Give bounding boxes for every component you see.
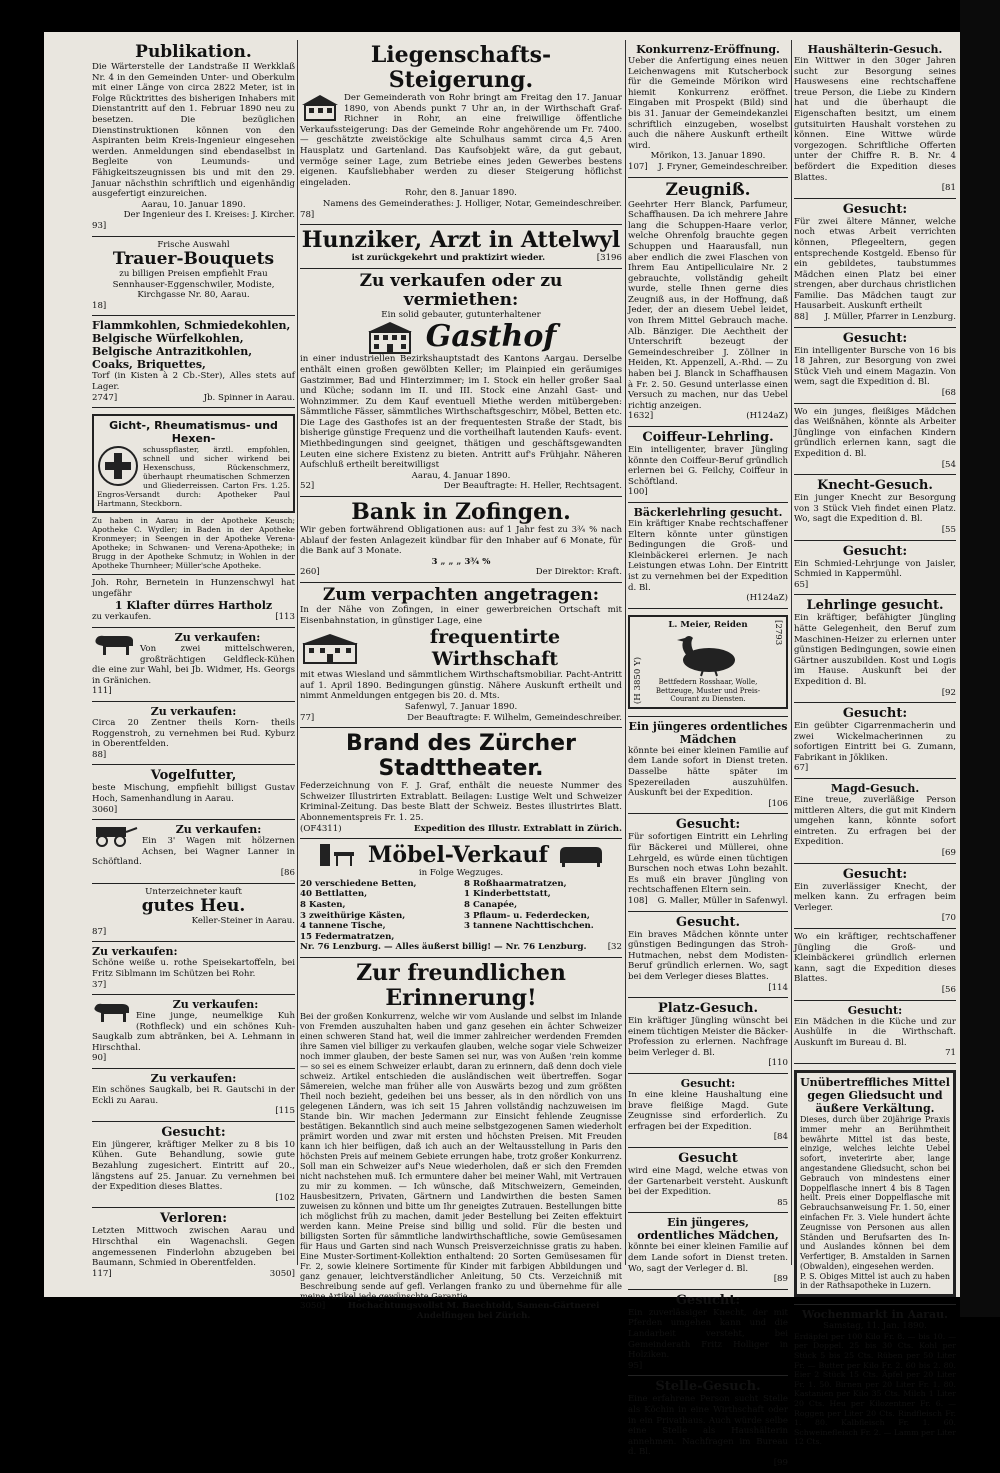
ad-title: Magd-Gesuch. xyxy=(830,782,920,796)
ad-subtitle: Ein solid gebauter, gutunterhaltener xyxy=(381,309,541,320)
ad-title: Gesucht: xyxy=(842,866,908,882)
ad-body: wird eine Magd, welche etwas von der Gartenarbeit versteht. Auskunft bei der Expedition. xyxy=(628,1166,788,1198)
goose-icon xyxy=(673,632,743,676)
ad-body-2: mit etwas Wiesland und sämmtlichem Wirthschaftsmobiliar. Pacht-Antritt auf 1. April 1890. Bedingungen günstig. Nähere Auskunft ertheilt und nimmt Anmeldungen entgegen bis 20. d. Mts. xyxy=(300,670,622,702)
ad-signature: Jb. Spinner in Aarau. xyxy=(203,392,295,403)
ad-body: Ein intelligenter, braver Jüngling könnte den Coiffeur-Beruf gründlich erlernen bei G. Feilchy, Coiffeur in Schöftland. xyxy=(628,445,788,487)
ad-number: 71 xyxy=(945,1048,956,1059)
column-4 xyxy=(794,40,956,1447)
ad-body: Von zwei mittelschweren, großträchtigen Geldfleck-Kühen die eine zur Wahl, bei Jb. Widmer, Hs. Georgs in Gränichen. xyxy=(92,644,295,686)
ad-title: Zeugniß. xyxy=(665,179,751,200)
ad-body: Dieses, durch über 20jährige Praxis immer mehr an Berühmtheit bewährte Mittel ist das beste, einzige, welches leichte Uebel sofort, inveterirte aber, lange angestandene Gliedsucht, schon bei Gebrauch von mindestens einer Doppelflasche innert 4 bis 8 Tagen heilt. Preis einer Doppelflasche mit Gebrauchsanweisung Fr. 1. 50, einer einfachen Fr. 3. Viele hundert ächte Zeugnisse von Personen aus allen Ständen und Berufsarten des In- und Auslandes können bei dem Verfertiger, B. Amstalden in Sarnen (Obwalden), eingesehen werden. xyxy=(800,1114,950,1271)
ad-number: 117] xyxy=(92,1268,112,1279)
ad-place: Mörikon, 13. Januar 1890. xyxy=(650,151,766,162)
ad-place: Safenwyl, 7. Januar 1890. xyxy=(404,701,518,712)
furniture-item: 20 verschiedene Betten, xyxy=(300,878,417,889)
ad-moebel-verkauf xyxy=(300,839,622,958)
ad-number: 107] xyxy=(628,161,648,172)
ad-title: Möbel-Verkauf xyxy=(368,841,548,868)
ad-zu-verkaufen-stroh xyxy=(92,702,295,765)
ad-body: Ueber die Anfertigung eines neuen Leichenwagens mit Kutscherbock für die Gemeinde Mörikon wird hiemit Konkurrenz eröffnet. Eingaben mit Prospekt (Bild) sind bis 31. Januar der Gemeindekanzlei schriftlich einzugeben, woselbst auch die nähere Auskunft ertheilt wird. xyxy=(628,56,788,151)
column-rule xyxy=(297,40,298,1265)
ad-liegenschafts-steigerung xyxy=(300,40,622,225)
ad-number: 3060] xyxy=(92,804,118,815)
ad-body: in einer industriellen Bezirkshauptstadt des Kantons Aargau. Derselbe enthält einen großen gewölbten Keller; im Plainpied ein geräumiges Gastzimmer, Bad und Hinterzimmer; im I. Stock ein heller großer Saal und Küche; sodann im II. und III. Stock eine Anzahl Gast- und Wohnzimmer. Zu dem Kauf eventuell Miethe werden mitübergeben: Sämmtliche Fässer, sämmtliches Wirthschaftsgeschirr, Möbel, Betten etc. Die Lage des Gasthofes ist an der frequentesten Straße der Stadt, bis bisherige günstige Frequenz und die vortheilhaft lautenden Kaufs- event. Miethbedingungen sind geeignet, thätigen und geschäftsgewandten Leuten eine sichere Existenz zu bieten. Antritt auf's Frühjahr. Näheren Aufschluß ertheilt bereitwilligst xyxy=(300,354,622,471)
ad-number: 90] xyxy=(92,1053,107,1064)
ad-gesucht-pflegeeltern xyxy=(794,199,956,328)
ad-title: Vogelfutter, xyxy=(150,768,237,784)
ad-number: 88] xyxy=(92,749,107,760)
ad-signature: Expedition des Illustr. Extrablatt in Zürich. xyxy=(413,823,622,834)
ad-number: 18] xyxy=(92,300,107,311)
ad-hartholz xyxy=(92,575,295,628)
ad-title: Zu verkaufen oder zu vermiethen: xyxy=(359,270,563,310)
ad-big-title: frequentirte Wirthschaft xyxy=(429,626,561,671)
ad-body: Eine erfahrene Person sucht Stelle als Köchin in eine Wirthschaft oder in ein Privathaus. Auch würde selbe eine Stelle als Haushälterin annehmen. Nachfragen im Bureau d. Bl. xyxy=(628,1394,788,1458)
ad-title: Gicht-, Rheumatismus- und Hexen- xyxy=(109,419,278,446)
wochenmarkt-aarau xyxy=(794,1305,956,1451)
ad-title: Bäckerlehrling gesucht. xyxy=(633,505,783,519)
ad-title: Coiffeur-Lehrling. xyxy=(642,430,774,445)
furniture-item: 3 tannene Nachttischchen. xyxy=(464,921,594,932)
ad-konkurrenz-eroeffnung xyxy=(628,40,788,178)
ad-title: gutes Heu. xyxy=(141,896,246,917)
ad-body: Ein 3' Wagen mit hölzernen Achsen, bei Wagner Lanner in Schöftland. xyxy=(92,836,295,868)
ad-body: Schöne weiße u. rothe Speisekartoffeln, bei Fritz Siblmann im Schützen bei Rohr. xyxy=(92,958,295,979)
ad-body: schusspflaster, ärztl. empfohlen, schnell und sicher wirkend bei Hexenschuss, Rückenschmerz, überhaupt rheumatischen Schmerzen und Gliederreissen. Carton Frs. 1.25. Engros-Versandt durch: Apotheker Paul Hartmann, Steckborn. xyxy=(97,445,290,509)
ad-title: Zum verpachten angetragen: xyxy=(322,585,600,605)
ad-body: In der Nähe von Zofingen, in einer gewerbreichen Ortschaft mit Eisenbahnstation, in günstiger Lage, eine xyxy=(300,605,622,626)
ad-number: 77] xyxy=(300,712,315,723)
column-rule xyxy=(625,40,626,1265)
ad-number: 1632] xyxy=(628,411,654,422)
ad-title: Gesucht xyxy=(678,1151,738,1167)
ad-number: [69 xyxy=(941,848,956,859)
ad-title: Zu verkaufen: xyxy=(150,1072,237,1086)
ad-code: (H124aZ) xyxy=(746,411,788,422)
furniture-item: 8 Kasten, xyxy=(300,899,346,910)
ad-coiffeur-lehrling xyxy=(628,427,788,503)
ad-gesucht-schmied xyxy=(794,541,956,596)
ad-tail: zu verkaufen. xyxy=(92,612,152,623)
ad-gesucht-strohhut xyxy=(628,912,788,999)
ad-signature: Der Beauftragte: F. Wilhelm, Gemeindeschreiber. xyxy=(407,712,622,723)
ad-wirthschaft-verpachten xyxy=(300,583,622,728)
ad-title: Gesucht: xyxy=(842,201,908,217)
ad-code: (H124aZ) xyxy=(746,593,788,604)
column-rule xyxy=(791,40,792,1265)
ad-lehrlinge-gesucht xyxy=(794,595,956,703)
ad-title: Zu verkaufen: xyxy=(150,705,237,718)
ad-place: Aarau, 4. Januar 1890. xyxy=(411,470,511,481)
cow-icon xyxy=(92,998,132,1024)
ad-title: Flammkohlen, Schmiedekohlen, Belgische Würfelkohlen, Belgische Antrazitkohlen, Coaks, Briquettes, xyxy=(92,319,291,372)
ad-body: Ein Wittwer in den 30ger Jahren sucht zur Besorgung seines Hauswesens eine rechtschaffene treue Person, die Liebe zu Kindern hat und die überhaupt die Eigenschaften besitzt, um einem gutsituirten Haushalt vorstehen zu können. Eine Wittwe würde vorgezogen. Schriftliche Offerten unter der Chiffre R. B. Nr. 4 befördert die Expedition dieses Blattes. xyxy=(794,56,956,183)
ad-gesucht-knecht xyxy=(628,1290,788,1377)
ad-gesucht-melker xyxy=(92,1122,295,1209)
wagon-icon xyxy=(92,823,138,847)
ad-title: Konkurrenz-Eröffnung. xyxy=(636,43,780,56)
ad-body: Für sofortigen Eintritt ein Lehrling für Bäckerei und Müllerei, ohne Lehrgeld, es würde einen tüchtigen Burschen noch etwas Lohn bezahlt. Es muß ein braver Jüngling von rechtschaffenen Eltern sein. xyxy=(628,832,788,896)
ad-number-2: 3050] xyxy=(269,1268,295,1279)
ad-knecht-gesuch xyxy=(794,475,956,540)
ad-gutes-heu xyxy=(92,884,295,943)
ad-number: 95] xyxy=(628,1360,643,1371)
ad-body: Circa 20 Zentner theils Korn- theils Roggenstroh, zu vernehmen bei Rud. Kyburz in Oberentfelden. xyxy=(92,718,295,750)
scan-border-right xyxy=(960,0,1000,1317)
ad-number: [106 xyxy=(768,798,788,809)
ad-body: Der Gemeinderath von Rohr bringt am Freitag den 17. Januar 1890, von Abends punkt 7 Uhr an, in der Wirthschaft Graf-Richner in Rohr, an eine freiwillige öffentliche Verkaufssteigerung: Das der Gemeinde Rohr angehörende um Fr. 7400. — geschätzte zweistöckige alte Schulhaus sammt circa 4,5 Aren Hausplatz und Gartenland. Das Kaufsobjekt wäre, da gut gebaut, vermöge seiner Lage, zum Betriebe eines jeden Gewerbes bestens eigenen. Kaufsliebhaber werden zu dieser Steigerung höflichst eingeladen. xyxy=(300,93,622,188)
ad-number: 52] xyxy=(300,481,315,492)
ad-title: Brand des Zürcher Stadttheater. xyxy=(346,731,576,782)
ad-code: (H 3850 Y) xyxy=(633,656,643,704)
ad-title: Gesucht: xyxy=(842,330,908,346)
ad-body: Ein Schmied-Lehrjunge von Jaisler, Schmied in Kappermühl. xyxy=(794,558,956,580)
ad-title: Gesucht: xyxy=(842,706,908,722)
market-prices: Erdäpfel per 100 Kilo Fr. 8. — bis 10. — per Doppel. 25 bis 30 Cts. Kohl per Stück 5 bis 25 Cts. Rüben per 50 Liter Fr. — Butter per Kilo Fr. 2. 60 bis 2. 80. Eier 2 Stück 15 Cts. Äpfel per 20 Liter Fr. 1. 50. Birnen per 20 Liter Fr. 1. 80. Kastanien per Kilo 35 Cts. Milch 1 Liter 20 Cts. Heu per Kilozentner Fr. 6. — Roggen per Liter 20 Cts. Rindfleisch Fr. 1. 80. Kalbfleisch Fr. 1. 60. Schweinefleisch Fr. 2. — Lamm per Liter 12 Cts. xyxy=(794,1331,956,1447)
ad-body: beste Mischung, empfiehlt billigst Gustav Hoch, Samenhandlung in Aarau. xyxy=(92,783,295,804)
ad-title: Gesucht. xyxy=(675,914,741,930)
ad-juengeres-maedchen xyxy=(628,1213,788,1289)
ad-body: Ein jüngerer, kräftiger Melker zu 8 bis 10 Kühen. Gute Behandlung, sowie gute Bezahlung zugesichert. Eintritt auf 20., längstens auf 25. Januar. Zu vernehmen bei der Expedition dieses Blattes. xyxy=(92,1139,295,1193)
ad-preline: Frische Auswahl xyxy=(157,239,230,250)
ad-signature: P. S. Obiges Mittel ist auch zu haben in der Rathsapotheke in Luzern. xyxy=(800,1271,950,1291)
ad-number: 2747] xyxy=(92,392,118,403)
ad-number: (OF4311) xyxy=(300,823,342,834)
ad-body: könnte bei einer kleinen Familie auf dem Lande sofort in Dienst treten. Dasselbe hätte später im Spezereiladen auszuhülfen. Auskunft bei der Expedition. xyxy=(628,745,788,799)
ad-zuercher-stadttheater xyxy=(300,728,622,839)
schoolhouse-icon xyxy=(300,93,340,121)
ad-body: Die Wärterstelle der Landstraße II Werkklaß Nr. 4 in den Gemeinden Unter- und Oberkulm mit einer Länge von circa 2822 Meter, ist in Folge Rücktrittes des bisherigen Inhabers mit Dienstantritt auf den 1. Februar 1890 neu zu besetzen. Die bezüglichen Dienstinstruktionen können von den Aspiranten beim Kreis-Ingenieur eingesehen werden. Anmeldungen sind ebendaselbst in Begleite von Leumunds- und Fähigkeitszeugnissen bis und mit den 29. Januar nächsthin schriftlich und eigenhändig ausgefertigt einzureichen. xyxy=(92,62,295,200)
ad-signature: J. Müller, Pfarrer in Lenzburg. xyxy=(824,312,956,323)
ad-body: Ein zuverlässiger Knecht, der melken kann. Zu erfragen beim Verleger. xyxy=(794,881,956,913)
market-date: Samstag, 11. Jan. 1890. xyxy=(823,1321,927,1332)
ad-title: Ein jüngeres ordentliches Mädchen xyxy=(628,719,788,746)
inn-building-icon xyxy=(366,320,414,354)
ad-maedchen-spezereiladen xyxy=(628,717,788,815)
ad-signature: Der Ingenieur des I. Kreises: J. Kircher. xyxy=(123,210,295,221)
cow-icon xyxy=(92,631,136,657)
ad-place: Aarau, 10. Januar 1890. xyxy=(141,199,246,210)
ad-gesucht-bursche xyxy=(794,328,956,404)
ad-zeugniss xyxy=(628,178,788,427)
ad-number: 111] xyxy=(92,686,112,697)
ad-platz-gesuch xyxy=(628,998,788,1074)
ad-number: 67] xyxy=(794,763,809,774)
ad-signature: Namens des Gemeinderathes: J. Holliger, Notar, Gemeindeschreiber. xyxy=(322,198,622,209)
ad-baeckerlehrling xyxy=(628,503,788,609)
ad-number: [102 xyxy=(275,1192,295,1203)
ad-hexenschuss xyxy=(92,408,295,575)
ad-number: [99 xyxy=(773,1457,788,1468)
ad-title: Lehrlinge gesucht. xyxy=(806,598,944,614)
ad-vogelfutter xyxy=(92,765,295,820)
ad-body: Joh. Rohr, Bernetein in Hunzenschwyl hat ungefähr xyxy=(92,578,295,599)
ad-signature: J. Fryner, Gemeindeschreiber. xyxy=(658,161,788,172)
ad-gesucht-lehrling-baeckerei xyxy=(628,814,788,911)
cross-emblem-icon xyxy=(97,445,139,487)
ad-title: Zur freundlichen Erinnerung! xyxy=(356,959,566,1011)
ad-haushaelterin-gesuch xyxy=(794,40,956,199)
furniture-icon xyxy=(318,842,358,868)
ad-gesucht-kueche xyxy=(794,1001,956,1064)
ad-body: Ein geübter Cigarrenmacherin und zwei Wickelmacherinnen zu sofortigen Eintritt bei G. Zumann, Fabrikant in Jökliken. xyxy=(794,721,956,763)
ad-body: Für zwei ältere Männer, welche noch etwas Arbeit verrichten können, Pflegeeltern, gegen entsprechende Kostgeld. Ebenso für ein gebildetes, taubstummes Mädchen einen Platz bei einer strengen, aber durchaus christlichen Familie. Das Mädchen taugt zur Hausarbeit. Auskunft ertheilt xyxy=(794,216,956,312)
ad-body: Ein braves Mädchen könnte unter günstigen Bedingungen das Stroh-Hutmachen, nebst dem Modisten-Beruf gründlich erlernen. Wo, sagt bei dem Verleger dieses Blattes. xyxy=(628,929,788,982)
ad-body: Eine junge, neumelkige Kuh (Rothfleck) und ein schönes Kuh-Saugkalb zum abtränken, bei A. Lehmann in Hirschthal. xyxy=(92,1011,295,1053)
column-3 xyxy=(628,40,788,1468)
ad-title: Hunziker, Arzt in Attelwyl xyxy=(301,227,621,254)
ad-body: Ein Mädchen in die Küche und zur Aushülfe in die Wirthschaft. Auskunft im Bureau d. Bl. xyxy=(794,1016,956,1048)
ad-signature: Hochachtungsvollst M. Baechtold, Samen-Gärtnerei Andelfingen bei Zürich. xyxy=(347,1300,600,1322)
ad-trauer-bouquets xyxy=(92,237,295,317)
ad-gasthof xyxy=(300,269,622,497)
ad-body: könnte bei einer kleinen Familie auf dem Lande sofort in Dienst treten. Wo, sagt der Verleger d. Bl. xyxy=(628,1242,788,1274)
furniture-item: 8 Canapée, xyxy=(464,899,518,910)
ad-kohlen xyxy=(92,316,295,408)
ad-stelle-gesuch xyxy=(628,1376,788,1472)
ad-body: Ein junger Knecht zur Besorgung von 3 Stück Vieh findet einen Platz. Wo, sagt die Expedition d. Bl. xyxy=(794,493,956,525)
ad-gesucht-cigarren xyxy=(794,703,956,779)
ad-number: [113 xyxy=(275,612,295,623)
ad-big-title: Gasthof xyxy=(425,319,557,355)
ad-signature: G. Maller, Müller in Safenwyl. xyxy=(657,895,788,906)
furniture-item: 40 Bettlatten, xyxy=(300,889,368,900)
ad-title: Gesucht: xyxy=(675,817,741,833)
ad-title: Platz-Gesuch. xyxy=(658,1001,758,1017)
ad-magd-gesuch xyxy=(794,779,956,864)
ad-title: Zu verkaufen: xyxy=(172,998,259,1012)
furniture-item: 15 Federmatratzen, xyxy=(300,931,395,942)
column-2 xyxy=(300,40,622,1322)
ad-number: [3196 xyxy=(596,253,622,264)
ad-number: [110 xyxy=(768,1058,788,1069)
ad-title: Gesucht: xyxy=(680,1077,736,1091)
ad-title: Bank in Zofingen. xyxy=(351,499,571,526)
ad-title: 1 Klafter dürres Hartholz xyxy=(114,599,273,613)
ad-number: [56 xyxy=(941,984,956,995)
ad-l-meier-bettfedern xyxy=(628,609,788,717)
ad-title: Zu verkaufen: xyxy=(92,945,178,959)
furniture-item: 1 Kinderbettstatt, xyxy=(464,889,551,900)
ad-body: Torf (in Kisten à 2 Cb.-Ster), Alles stets auf Lager. xyxy=(92,371,295,393)
ad-line2: 3 „ „ „ 3¾ % xyxy=(431,556,491,567)
ad-box xyxy=(92,414,295,513)
ad-body: Bettfedern Rosshaar, Wolle, Bettzeuge, Muster und Preis-Courant zu Diensten. xyxy=(655,678,761,704)
market-title: Wochenmarkt in Aarau. xyxy=(802,1308,948,1322)
ad-number: 85 xyxy=(777,1197,788,1208)
ad-number: 260] xyxy=(300,567,320,578)
ad-verloren xyxy=(92,1208,295,1283)
ad-number: [114 xyxy=(768,982,788,993)
ad-number: [89 xyxy=(773,1274,788,1285)
ad-body: Wo ein kräftiger, rechtschaffener Jüngling die Groß- und Kleinbäckerei gründlich erlernen kann, sagt die Expedition dieses Blattes. xyxy=(794,932,956,985)
ad-number: [92 xyxy=(941,687,956,698)
ad-body: zu billigen Preisen empfiehlt Frau Sennhauser-Eggenschwiler, Modiste, Kirchgasse Nr. 80, Aarau. xyxy=(112,269,275,301)
furniture-item: 8 Roßhaarmatratzen, xyxy=(464,878,567,889)
ad-title: Liegenschafts-Steigerung. xyxy=(370,42,552,93)
ad-baeckerei-juengling xyxy=(794,929,956,1001)
ad-body: ist zurückgekehrt und praktizirt wieder. xyxy=(351,253,546,264)
ad-zu-verkaufen-wagen xyxy=(92,820,295,883)
sofa-icon xyxy=(558,843,604,867)
ad-zu-verkaufen-kuehe xyxy=(92,628,295,702)
furniture-item: 4 tannene Tische, xyxy=(300,921,386,932)
ad-number: [84 xyxy=(773,1132,788,1143)
ad-body: Wir geben fortwährend Obligationen aus: auf 1 Jahr fest zu 3¾ % nach Ablauf der festen Anlagezeit kündbar für den Inhaber auf 6 Monate, für die Bank auf 3 Monate. xyxy=(300,525,622,557)
ad-speisekartoffeln xyxy=(92,942,295,995)
ad-weissnaehen xyxy=(794,404,956,476)
ad-number: [32 xyxy=(607,942,622,953)
ad-signature: Der Beauftragte: H. Heller, Rechtsagent. xyxy=(443,481,622,492)
ad-body: Ein schönes Saugkalb, bei R. Gautschi in der Eckli zu Aarau. xyxy=(92,1085,295,1106)
ad-gliedsucht-mittel xyxy=(794,1064,956,1305)
ad-title: Unübertreffliches Mittel gegen Gliedsucht und äußere Verkältung. xyxy=(800,1075,950,1115)
ad-title: Gesucht: xyxy=(847,1003,903,1017)
ad-place: Rohr, den 8. Januar 1890. xyxy=(405,188,517,199)
ad-body: Geehrter Herr Blanck, Parfumeur, Schaffhausen. Da ich mehrere Jahre lang die Schuppen-Haare verlor, welche Ohrenfolg brauchte gegen Schuppen und Haarausfall, nun aber endlich die zwei Flaschen von Ihrem Eau Antipelliculaire Nr. 2 gebrauchte, vollständig geheilt wurde, stelle Ihnen gerne dies Zeugniß aus, in der Hoffnung, daß Jeder, der an diesem Uebel leidet, von Ihrem Mittel Gebrauch mache. Alb. Bänziger. Die Aechtheit der Unterschrift bezeugt der Gemeindeschreiber J. Zöllner in Heiden, Kt. Appenzell, A.-Rhd. — Zu haben bei J. Blanck in Schaffhausen à Fr. 2. 50. Gesund unterlasse einen Versuch zu machen, nur das Uebel richtig anzeigen. xyxy=(628,199,788,411)
ad-title: L. Meier, Reiden xyxy=(668,619,748,630)
ad-saugkalb xyxy=(92,1069,295,1122)
ad-number: [70 xyxy=(941,913,956,924)
ad-gesucht-magd xyxy=(628,1074,788,1148)
ad-body: Ein zuverlässiger Knecht, der mit Pferden umgehen kann und die Landarbeit versteht, bei Gemeinderath Fritz Holliger in Holziken. xyxy=(628,1307,788,1361)
ad-body: Eine treue, zuverläßige Person mittleren Alters, die gut mit Kindern umgehen kann, könnte sofort eintreten. Zu erfragen bei der Expedition. xyxy=(794,795,956,848)
ad-number: [2793 xyxy=(773,619,783,645)
tavern-building-icon xyxy=(300,632,360,664)
ad-title: Knecht-Gesuch. xyxy=(817,478,933,494)
ad-title: Gesucht: xyxy=(675,1292,741,1308)
column-1 xyxy=(92,40,295,1279)
ad-body: In eine kleine Haushaltung eine brave fleißige Magd. Gute Zeugnisse sind erforderlich. Zu erfragen bei der Expedition. xyxy=(628,1090,788,1132)
ad-number: 37] xyxy=(92,979,107,990)
ad-number: [81 xyxy=(941,183,956,194)
ad-number: 3050] xyxy=(300,1300,326,1311)
ad-number: 88] xyxy=(794,312,809,323)
ad-gesucht-knecht-melken xyxy=(794,864,956,929)
ad-freundliche-erinnerung xyxy=(300,958,622,1326)
ad-title: Verloren: xyxy=(160,1211,227,1227)
ad-extra: Zu haben in Aarau in der Apotheke Keusch; Apotheke C. Wydler; in Baden in der Apotheke Kronmeyer; in Seengen in der Apotheke Verena-Apotheke; in Schwanen- und Verena-Apotheke; in Brugg in der Apotheke Schmutz; in Wohlen in der Apotheke Thurnheer; Müller'sche Apotheke. xyxy=(92,516,295,571)
ad-body: Ein kräftiger Knabe rechtschaffener Eltern könnte unter günstigen Bedingungen die Groß- und Kleinbäckerei erlernen. Je nach Leistungen etwas Lohn. Der Eintritt ist zu vernehmen bei der Expedition d. Bl. xyxy=(628,518,788,593)
ad-publikation xyxy=(92,40,295,237)
ad-number: 65] xyxy=(794,579,809,590)
ad-title: Publikation. xyxy=(135,42,252,62)
ad-signature: Der Direktor: Kraft. xyxy=(535,567,622,578)
ad-number: [68 xyxy=(941,388,956,399)
ad-number: [86 xyxy=(280,867,295,878)
ad-title: Ein jüngeres, ordentliches Mädchen, xyxy=(637,1216,779,1243)
ad-title: Gesucht: xyxy=(161,1124,226,1140)
ad-number: 87] xyxy=(92,926,107,937)
ad-hunziker xyxy=(300,225,622,269)
ad-number: [54 xyxy=(941,459,956,470)
ad-subtitle: in Folge Wegzuges. xyxy=(418,868,504,879)
furniture-item: 3 zweithürige Kästen, xyxy=(300,910,406,921)
ad-preline: Unterzeichneter kauft xyxy=(145,886,242,897)
ad-body: Bei der großen Konkurrenz, welche wir vom Auslande und selbst im Inlande von Fremden auszuhalten haben und ganz gesehen ein ächter Schweizer einen schweren Stand hat, weil die immer zahlreicher werdenden Fremden ihre Samen viel billiger zu verkaufen glauben, welche sogar viele Schweizer noch immer glauben, der beste Samen sei nur, was von Außen 'rein komme — so sei es einem Schweizer erlaubt, daran zu erinnern, daß denn doch viele schweiz. Artikel entschieden die ausländischen weit übertreffen. Sogar Sämereien, welche man früher alle von Auswärts bezog und zum größten Theil noch bezieht, gedeihen bei uns besser, als in den nördlich von uns gelegenen Ländern, was ich seit 15 Jahren vollständig nachzuweisen im Stande bin. Wir machen Jedermann zur Einsicht fehlende Zeugnisse bestätigen. Bekanntlich sind auch meine selbstgezogenen Samen wiederholt prämirt worden und zwar mit ersten und höchsten Preisen. Mit Freuden kann ich hier beifügen, daß ich auch an der Weltausstellung in Paris den höchsten Preis auf meinem Gebiete errungen habe, trotz großer Konkurrenz. Soll man ein Schweizer auf's Neue wiederholen, daß er sich den Fremden nicht nachstehen muß. Ich ermuntere daher bei meiner Wahl, mit Vertrauen zu mir zu kommen. — Ich wünsche, daß Mitschweizern, Gemeinden, Hausbesitzern, Privaten, Gärtnern und Landwirthen die besten Samen zuweisen zu können und bitte um Ihr geneigtes Zutrauen. Bestellungen bitte ich möglichst früh zu machen, damit jeder Bestellung bei Zeiten effektuirt werden kann. Meine Preise sind billig und solid. Für die besten und billigsten Sorten für sämmtliche landwirthschaftliche, sowie Gemüsesamen für Haus und Garten sind nach Wunsch Preisverzeichnisse gratis zu haben. Eine Muster-Sortiment-Kollektion enthaltend: 20 Sorten Gemüsesamen für Fr. 2, sowie kleinere Sortimente für Kinder mit farbigen Abbildungen und ganz genauer, leichtverständlicher Anleitung, 50 Cts. Verzeichniß mit Beschreibung sende auf gefl. Verlangen franko zu und übernehme für alle meine Artikel jede gewünschte Garantie. xyxy=(300,1010,622,1301)
ad-body: Wo ein junges, fleißiges Mädchen das Weißnähen, könnte als Arbeiter Jünglinge von einfachen Kindern gründlich erlernen kann, sagt die Expedition d. Bl. xyxy=(794,406,956,459)
ad-title: Zu verkaufen: xyxy=(175,823,262,837)
ad-title: Haushälterin-Gesuch. xyxy=(807,43,943,56)
ad-title: Gesucht: xyxy=(842,543,908,559)
ad-body: Keller-Steiner in Aarau. xyxy=(191,916,295,927)
ad-title: Trauer-Bouquets xyxy=(112,249,275,270)
ad-kuh-saugkalb xyxy=(92,995,295,1069)
ad-number: [55 xyxy=(941,524,956,535)
ad-number: 78] xyxy=(300,209,315,220)
ad-bank-zofingen xyxy=(300,497,622,583)
ad-tail: Nr. 76 Lenzburg. — Alles äußerst billig! — Nr. 76 Lenzburg. xyxy=(300,942,587,953)
ad-title: Zu verkaufen: xyxy=(174,631,261,645)
ad-body: Letzten Mittwoch zwischen Aarau und Hirschthal ein Wagenachsli. Gegen angemessenen Finderlohn abzugeben bei Baumann, Schmied in Oberentfelden. xyxy=(92,1226,295,1269)
ad-body: Ein kräftiger Jüngling wünscht bei einem tüchtigen Meister die Bäcker-Profession zu erlernen. Nachfrage beim Verleger d. Bl. xyxy=(628,1016,788,1058)
ad-body: Federzeichnung von F. J. Graf, enthält die neueste Nummer des Schweizer Illustrirten Extrablatt. Beilagen: Lustige Welt und Schweizer Kriminal-Zeitung. Das beste Blatt der Schweiz. Bestes illustrirtes Blatt. Abonnementspreis Fr. 1. 25. xyxy=(300,781,622,823)
ad-body: Ein intelligenter Bursche von 16 bis 18 Jahren, zur Besorgung von zwei Stück Vieh und einem Magazin. Von wem, sagt die Expedition d. Bl. xyxy=(794,345,956,388)
ad-number: 93] xyxy=(92,220,107,231)
ad-number: [115 xyxy=(275,1106,295,1117)
ad-body: Ein kräftiger, befähigter Jüngling hätte Gelegenheit, den Beruf zum Maschinen-Heizer zu erlernen unter günstigen Bedingungen, sowie einen Gärtner auszubilden. Kost und Logis im Hause. Auskunft bei der Expedition d. Bl. xyxy=(794,613,956,687)
ad-number: 108] xyxy=(628,895,648,906)
ad-number: 100] xyxy=(628,487,648,498)
furniture-item: 3 Pflaum- u. Federdecken, xyxy=(464,910,590,921)
ad-gesucht-gartenmagd xyxy=(628,1148,788,1213)
ad-title: Stelle-Gesuch. xyxy=(655,1379,761,1395)
